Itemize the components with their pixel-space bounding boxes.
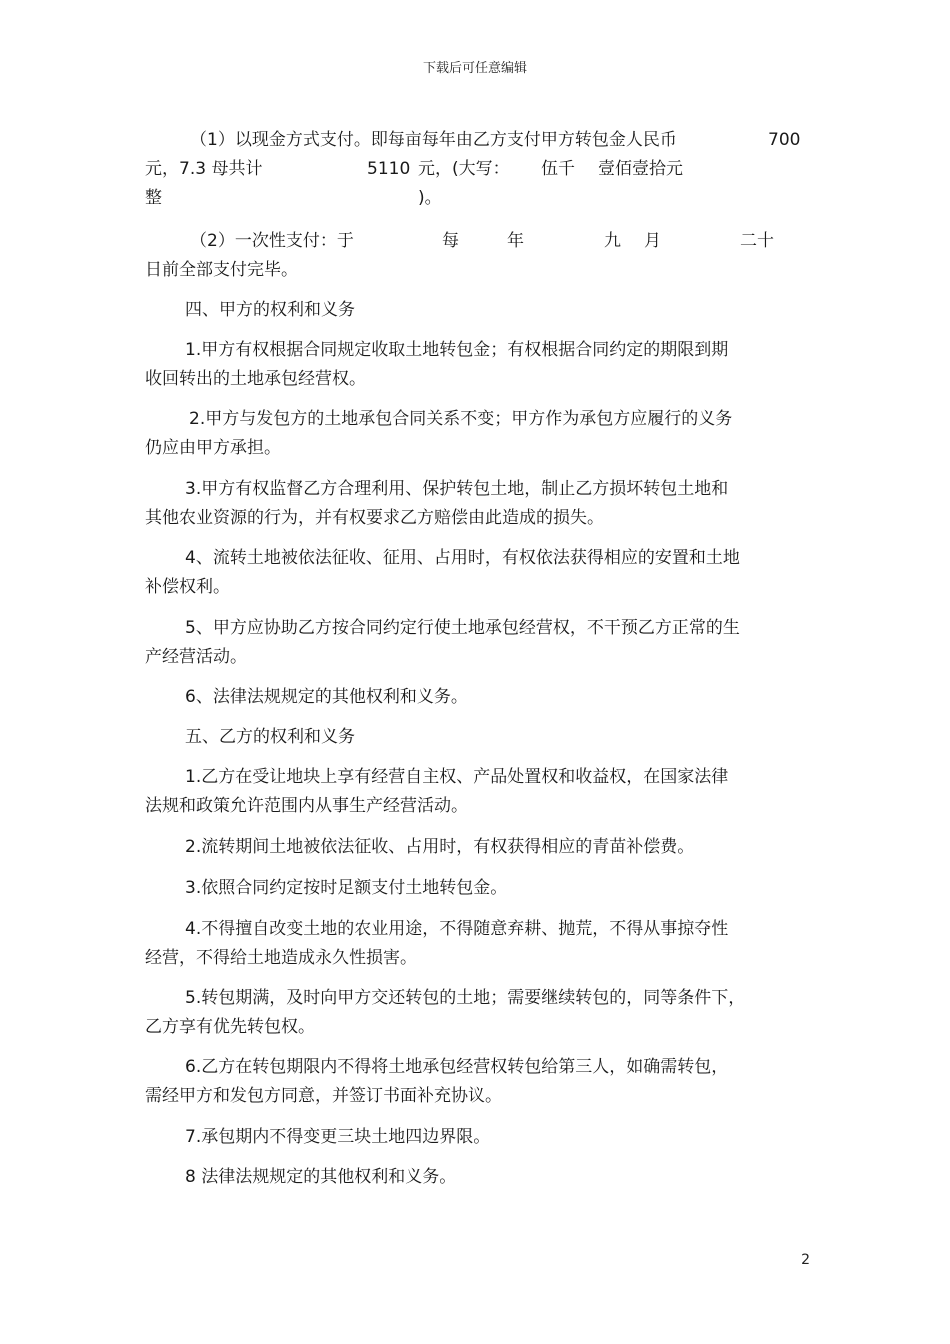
s5-item-6-line-2: 需经甲方和发包方同意，并签订书面补充协议。	[145, 1086, 502, 1106]
s4-item-2-line-1: 2.甲方与发包方的土地承包合同关系不变；甲方作为承包方应履行的义务	[189, 409, 733, 429]
s4-item-6-line-1: 6、法律法规规定的其他权利和义务。	[185, 687, 468, 707]
payment-cash-line-3b: )。	[418, 188, 442, 208]
s5-item-4-line-1: 4.不得擅自改变土地的农业用途，不得随意弃耕、抛荒，不得从事掠夺性	[185, 919, 729, 939]
payment-lump-line-1a: （2）一次性支付：于	[190, 231, 354, 251]
payment-lump-line-2: 日前全部支付完毕。	[145, 260, 298, 280]
s4-item-1-line-2: 收回转出的土地承包经营权。	[145, 369, 366, 389]
s5-item-7-line-1: 7.承包期内不得变更三块土地四边界限。	[185, 1127, 491, 1147]
s5-item-6-line-1: 6.乙方在转包期限内不得将土地承包经营权转包给第三人，如确需转包，	[185, 1057, 729, 1077]
s5-item-8-line-1: 8 法律法规规定的其他权利和义务。	[185, 1167, 457, 1187]
payment-cash-total: 5110	[367, 159, 411, 179]
s4-item-3-line-2: 其他农业资源的行为，并有权要求乙方赔偿由此造成的损失。	[145, 508, 604, 528]
s4-item-3-line-1: 3.甲方有权监督乙方合理利用、保护转包土地，制止乙方损坏转包土地和	[185, 479, 729, 499]
s5-item-3-line-1: 3.依照合同约定按时足额支付土地转包金。	[185, 878, 508, 898]
s4-item-2-line-2: 仍应由甲方承担。	[145, 438, 281, 458]
page-header: 下载后可任意编辑	[422, 61, 527, 76]
payment-cash-line-3a: 整	[145, 188, 162, 208]
payment-cash-line-2c: 元，(大写：	[418, 159, 510, 179]
s4-item-1-line-1: 1.甲方有权根据合同规定收取土地转包金；有权根据合同约定的期限到期	[185, 340, 729, 360]
payment-cash-line-2e: 壹佰壹拾元	[598, 159, 683, 179]
s5-item-5-line-1: 5.转包期满，及时向甲方交还转包的土地；需要继续转包的，同等条件下，	[185, 988, 746, 1008]
payment-cash-line-2d: 伍千	[541, 159, 575, 179]
payment-lump-line-1f: 二十	[740, 231, 774, 251]
page-number: 2	[801, 1252, 810, 1268]
section-4-heading: 四、甲方的权利和义务	[185, 300, 355, 320]
payment-lump-line-1d: 九	[604, 231, 621, 251]
s5-item-5-line-2: 乙方享有优先转包权。	[145, 1017, 315, 1037]
payment-cash-line-1: （1）以现金方式支付。即每亩每年由乙方支付甲方转包金人民币	[190, 130, 677, 150]
s5-item-1-line-2: 法规和政策允许范围内从事生产经营活动。	[145, 796, 468, 816]
s4-item-5-line-1: 5、甲方应协助乙方按合同约定行使土地承包经营权，不干预乙方正常的生	[185, 618, 740, 638]
payment-lump-line-1b: 每	[442, 231, 459, 251]
payment-cash-amount: 700	[768, 130, 801, 150]
payment-lump-line-1e: 月	[644, 231, 661, 251]
section-5-heading: 五、乙方的权利和义务	[185, 727, 355, 747]
s4-item-5-line-2: 产经营活动。	[145, 647, 247, 667]
s5-item-2-line-1: 2.流转期间土地被依法征收、占用时，有权获得相应的青苗补偿费。	[185, 837, 695, 857]
payment-lump-line-1c: 年	[507, 231, 524, 251]
s4-item-4-line-1: 4、流转土地被依法征收、征用、占用时，有权依法获得相应的安置和土地	[185, 548, 740, 568]
payment-cash-line-2a: 元，7.3 母共计	[145, 159, 263, 179]
s5-item-4-line-2: 经营，不得给土地造成永久性损害。	[145, 948, 417, 968]
s5-item-1-line-1: 1.乙方在受让地块上享有经营自主权、产品处置权和收益权，在国家法律	[185, 767, 729, 787]
s4-item-4-line-2: 补偿权利。	[145, 577, 230, 597]
